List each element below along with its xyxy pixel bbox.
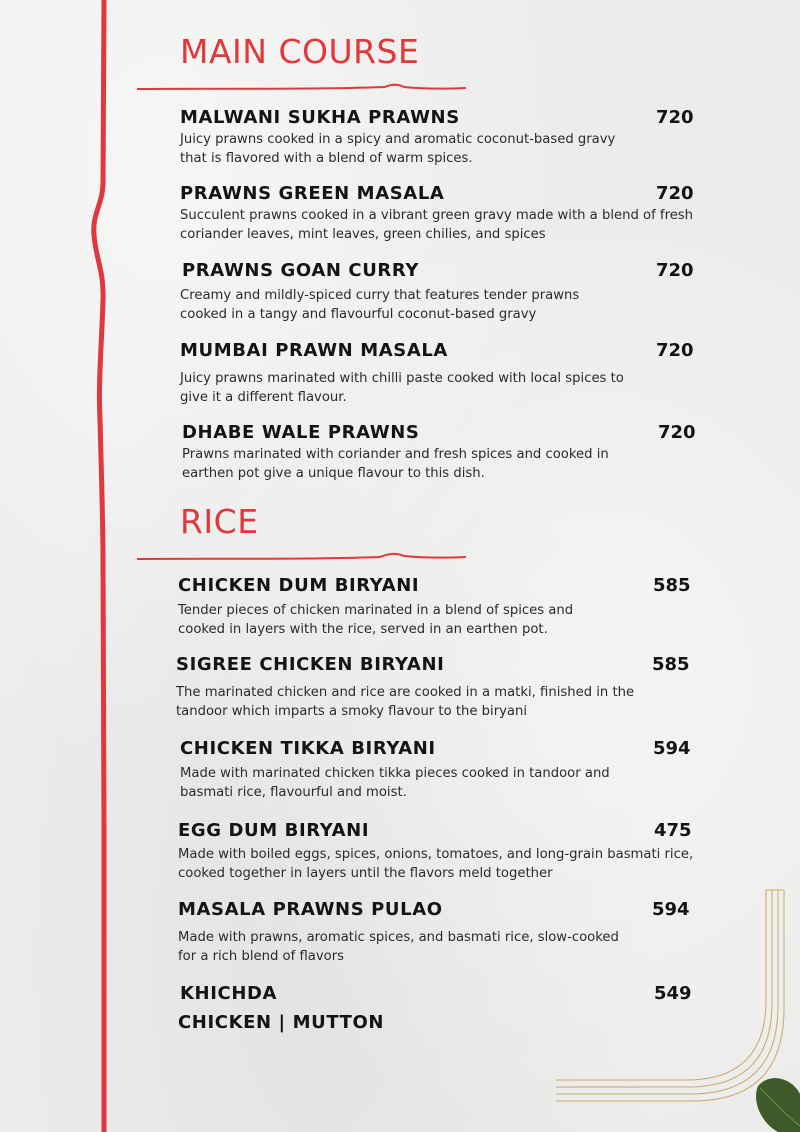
item-price: 585 [653,575,691,596]
item-description: Creamy and mildly-spiced curry that features tender prawns cooked in a tangy and flavourful coconut-based gravy [180,288,580,322]
item-description: Succulent prawns cooked in a vibrant green gravy made with a blend of fresh coriander leaves, mint leaves, green chilies, and spices [180,208,694,242]
item-price: 720 [656,260,694,281]
item-price: 585 [652,654,690,675]
item-name: MALWANI SUKHA PRAWNS [180,107,460,128]
item-name: PRAWNS GREEN MASALA [180,183,445,204]
main-course-underline [137,85,466,89]
item-price: 720 [656,107,694,128]
item-description: Made with boiled eggs, spices, onions, tomatoes, and long-grain basmati rice, cooked together in layers until the flavors meld together [178,847,694,881]
item-name: EGG DUM BIRYANI [178,820,370,841]
item-price: 594 [653,738,691,759]
item-name: CHICKEN TIKKA BIRYANI [180,738,436,759]
leaf-icon [756,1078,800,1132]
item-description: Tender pieces of chicken marinated in a blend of spices and cooked in layers with the rice, served in an earthen pot. [178,603,574,637]
item-name: KHICHDA [180,983,278,1004]
item-price: 720 [656,340,694,361]
item-price: 720 [656,183,694,204]
section-title-rice: RICE [180,502,259,541]
rice-underline [137,554,466,559]
item-name: DHABE WALE PRAWNS [182,422,420,443]
item-name: MASALA PRAWNS PULAO [178,899,443,920]
item-name: CHICKEN DUM BIRYANI [178,575,420,596]
item-description: Juicy prawns cooked in a spicy and aromatic coconut-based gravy that is flavored with a blend of warm spices. [180,132,616,166]
item-name: MUMBAI PRAWN MASALA [180,340,448,361]
item-name: PRAWNS GOAN CURRY [182,260,419,281]
section-title-main-course: MAIN COURSE [180,32,420,71]
item-description: Made with prawns, aromatic spices, and basmati rice, slow-cooked for a rich blend of flavors [178,930,619,964]
item-name: SIGREE CHICKEN BIRYANI [176,654,445,675]
item-description: Prawns marinated with coriander and fresh spices and cooked in earthen pot give a unique flavour to this dish. [182,447,609,481]
item-description: The marinated chicken and rice are cooked in a matki, finished in the tandoor which imparts a smoky flavour to the biryani [176,685,635,719]
item-price: 549 [654,983,692,1004]
item-price: 475 [654,820,692,841]
item-variants: CHICKEN | MUTTON [178,1012,385,1033]
item-price: 594 [652,899,690,920]
item-price: 720 [658,422,696,443]
item-description: Juicy prawns marinated with chilli paste cooked with local spices to give it a different flavour. [180,371,624,405]
item-description: Made with marinated chicken tikka pieces cooked in tandoor and basmati rice, flavourful and moist. [180,766,610,800]
red-vertical-line [94,0,104,1132]
